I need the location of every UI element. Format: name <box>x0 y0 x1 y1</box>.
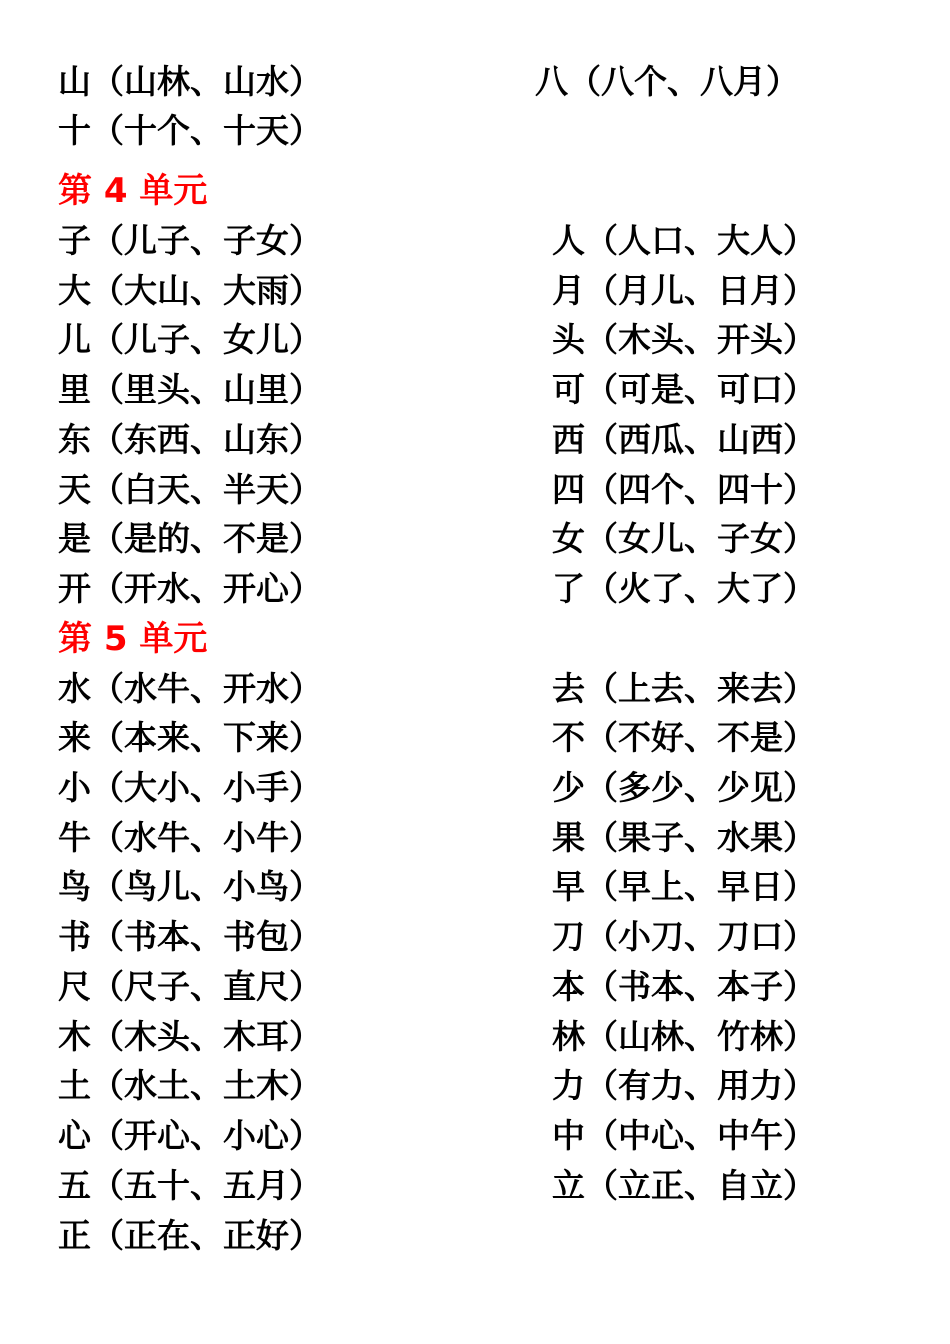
word-entry: 大（大山、大雨） <box>58 271 322 310</box>
word-entry: 力（有力、用力） <box>552 1066 816 1105</box>
word-entry: 五（五十、五月） <box>58 1166 322 1205</box>
word-entry: 天（白天、半天） <box>58 470 322 509</box>
word-entry: 儿（儿子、女儿） <box>58 320 322 359</box>
word-entry: 不（不好、不是） <box>552 718 816 757</box>
unit-4-heading: 第 4 单元 <box>58 171 208 211</box>
word-entry: 里（里头、山里） <box>58 370 322 409</box>
word-entry: 东（东西、山东） <box>58 420 322 459</box>
word-entry: 书（书本、书包） <box>58 917 322 956</box>
word-entry: 刀（小刀、刀口） <box>552 917 816 956</box>
word-entry: 月（月儿、日月） <box>552 271 816 310</box>
word-entry: 早（早上、早日） <box>552 867 816 906</box>
word-entry: 来（本来、下来） <box>58 718 322 757</box>
word-entry: 少（多少、少见） <box>552 768 816 807</box>
word-entry: 心（开心、小心） <box>58 1116 322 1155</box>
word-entry: 开（开水、开心） <box>58 569 322 608</box>
word-entry: 是（是的、不是） <box>58 519 322 558</box>
word-entry: 水（水牛、开水） <box>58 669 322 708</box>
word-entry: 鸟（鸟儿、小鸟） <box>58 867 322 906</box>
word-entry: 果（果子、水果） <box>552 818 816 857</box>
word-entry: 子（儿子、子女） <box>58 221 322 260</box>
unit-5-heading: 第 5 单元 <box>58 619 208 659</box>
word-entry: 木（木头、木耳） <box>58 1017 322 1056</box>
word-entry: 人（人口、大人） <box>552 221 816 260</box>
word-entry: 土（水土、土木） <box>58 1066 322 1105</box>
word-entry: 头（木头、开头） <box>552 320 816 359</box>
word-entry: 牛（水牛、小牛） <box>58 818 322 857</box>
word-entry: 去（上去、来去） <box>552 669 816 708</box>
word-entry: 尺（尺子、直尺） <box>58 967 322 1006</box>
word-entry: 四（四个、四十） <box>552 470 816 509</box>
word-entry: 正（正在、正好） <box>58 1216 322 1255</box>
word-entry: 立（立正、自立） <box>552 1166 816 1205</box>
word-entry: 中（中心、中午） <box>552 1116 816 1155</box>
word-entry: 西（西瓜、山西） <box>552 420 816 459</box>
word-entry: 小（大小、小手） <box>58 768 322 807</box>
word-entry: 女（女儿、子女） <box>552 519 816 558</box>
word-entry: 可（可是、可口） <box>552 370 816 409</box>
word-entry: 本（书本、本子） <box>552 967 816 1006</box>
word-entry: 了（火了、大了） <box>552 569 816 608</box>
word-entry: 山（山林、山水） <box>58 62 322 101</box>
word-entry: 十（十个、十天） <box>58 111 322 150</box>
word-entry: 八（八个、八月） <box>535 62 799 101</box>
word-entry: 林（山林、竹林） <box>552 1017 816 1056</box>
